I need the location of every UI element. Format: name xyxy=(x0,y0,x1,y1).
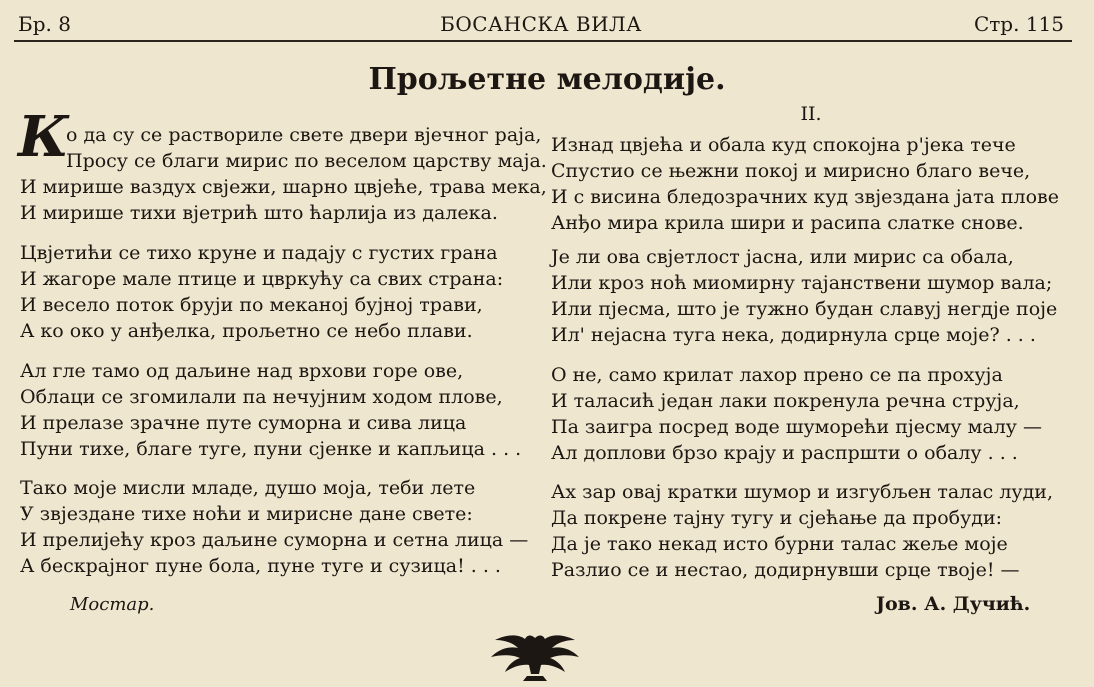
verse-line: Ал гле тамо од даљине над врхови горе ове, xyxy=(20,360,464,382)
part-label: II. xyxy=(800,103,822,125)
verse-line: Да покрене тајну тугу и сјећање да пробуди: xyxy=(551,507,1003,529)
verse-line: Па заигра посред воде шуморећи пјесму малу — xyxy=(551,416,1043,438)
verse-line: Или пјесма, што је тужно будан славуј негдје поје xyxy=(551,298,1058,320)
verse-line: И мирише ваздух свјежи, шарно цвјеће, трава мека, xyxy=(20,176,547,198)
verse-line: А ко око у анђелка, прољетно се небо плави. xyxy=(20,320,473,342)
verse-line: Анђо мира крила шири и расипа слатке снове. xyxy=(551,212,1024,234)
header-rule xyxy=(14,40,1072,42)
verse-line: Облаци се згомилали па нечујним ходом плове, xyxy=(20,386,503,408)
eagle-ornament-icon xyxy=(487,628,583,682)
verse-line: И таласић један лаки покренула речна струја, xyxy=(551,390,1020,412)
verse-line: У звјездане тихе ноћи и мирисне дане свете: xyxy=(20,503,473,525)
verse-line: Ил' нејасна туга нека, додирнула срце моје? . . . xyxy=(551,324,1036,346)
verse-line: Просу се благи мирис по веселом царству маја. xyxy=(66,150,547,172)
page-number: Стр. 115 xyxy=(973,12,1064,36)
verse-line: Изнад цвјећа и обала куд спокојна р'јека тече xyxy=(551,134,1016,156)
dropcap-letter: К xyxy=(18,104,69,170)
journal-name: БОСАНСКА ВИЛА xyxy=(440,12,642,36)
verse-line: И весело поток бруји по меканој бујној трави, xyxy=(20,294,483,316)
place-signature: Мостар. xyxy=(70,594,155,615)
verse-line: Или кроз ноћ миомирну тајанствени шумор вала; xyxy=(551,272,1053,294)
verse-line: И жагоре мале птице и цвркућу са свих страна: xyxy=(20,268,504,290)
verse-line: Да је тако некад исто бурни талас жеље моје xyxy=(551,533,1008,555)
verse-line: Цвјетићи се тихо круне и падају с густих грана xyxy=(20,242,498,264)
author-signature: Јов. А. Дучић. xyxy=(876,593,1031,615)
verse-line: Пуни тихе, благе туге, пуни сјенке и капљица . . . xyxy=(20,438,522,460)
issue-number: Бр. 8 xyxy=(18,12,71,36)
verse-line: И прелазе зрачне путе суморна и сива лица xyxy=(20,412,467,434)
verse-line: Спустио се њежни покој и мирисно благо вече, xyxy=(551,160,1031,182)
verse-line: О не, само крилат лахор прено се па прохуја xyxy=(551,364,1003,386)
verse-line: Је ли ова свјетлост јасна, или мирис са обала, xyxy=(551,246,1014,268)
verse-line: И мирише тихи вјетрић што ћарлија из далека. xyxy=(20,202,498,224)
verse-line: А бескрајног пуне бола, пуне туге и сузица! . . . xyxy=(20,555,501,577)
verse-line: И прелијећу кроз даљине суморна и сетна лица — xyxy=(20,529,529,551)
verse-line: Ал доплови брзо крају и распршти о обалу . . . xyxy=(551,442,1018,464)
verse-line: Ах зар овај кратки шумор и изгубљен талас луди, xyxy=(551,481,1053,503)
verse-line: И с висина бледозрачних куд звјездана јата плове xyxy=(551,186,1059,208)
poem-title: Прољетне мелодије. xyxy=(368,62,726,97)
verse-line: о да су се растворилe свете двери вјечног раја, xyxy=(66,124,542,146)
verse-line: Тако моје мисли младе, душо моја, теби лете xyxy=(20,477,476,499)
page-header xyxy=(18,8,1064,36)
verse-line: Разлио се и нестао, додирнувши срце твоје! — xyxy=(551,559,1020,581)
